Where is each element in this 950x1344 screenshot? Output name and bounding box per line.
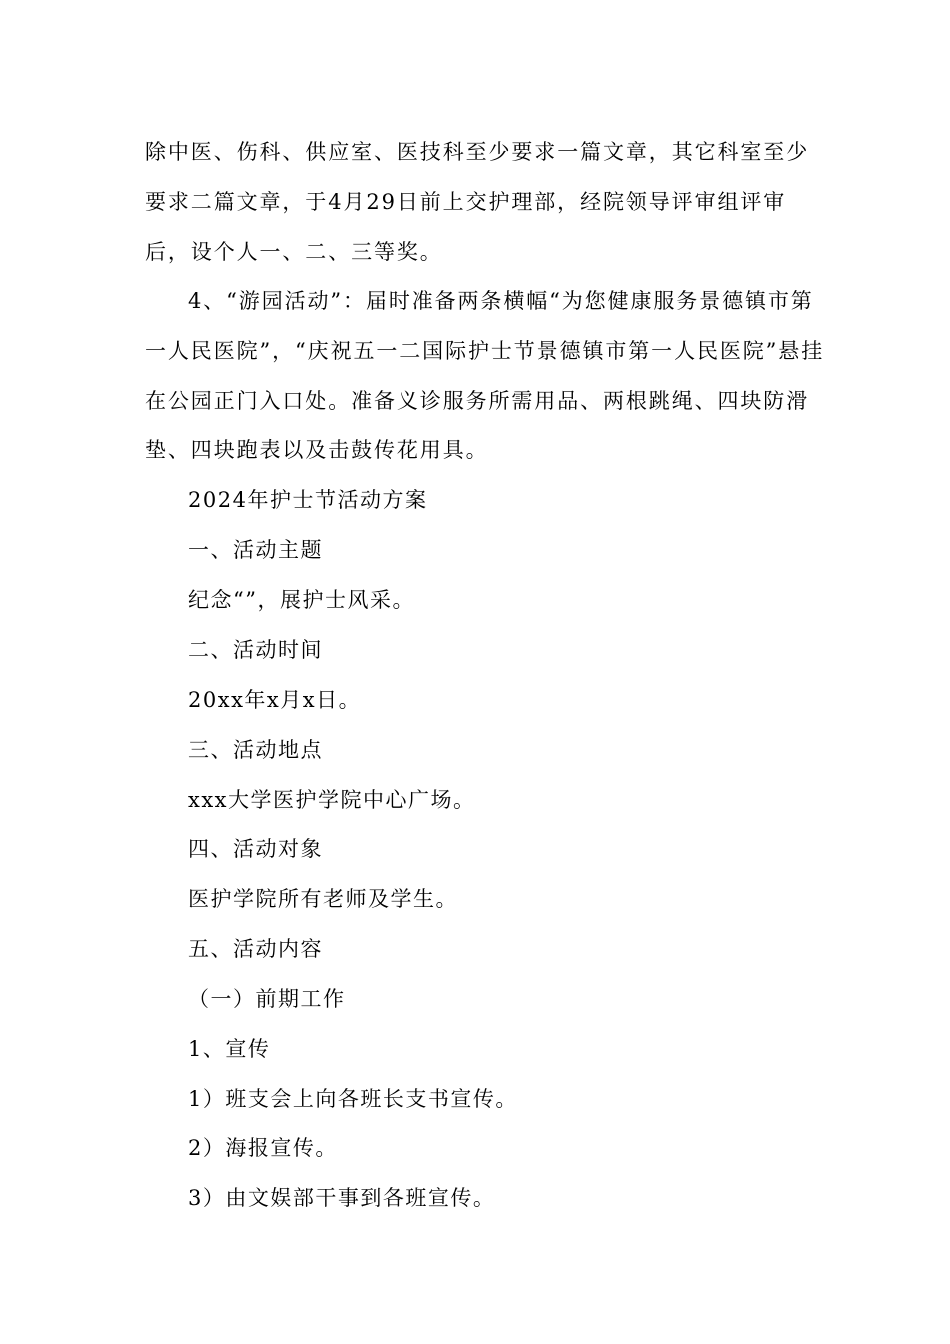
- plan-title: 2024年护士节活动方案: [188, 488, 428, 512]
- section-heading-audience: 四、活动对象: [188, 837, 323, 861]
- location-text: xxx大学医护学院中心广场。: [188, 788, 476, 812]
- section-heading-time: 二、活动时间: [188, 638, 323, 662]
- item-heading-publicity: 1、宣传: [188, 1037, 271, 1061]
- paragraph-essay-requirements: 除中医、伤科、供应室、医技科至少要求一篇文章，其它科室至少要求二篇文章，于4月29日前上交护理部，经院领导评审组评审后，设个人一、二、三等奖。: [145, 140, 810, 264]
- paragraph-garden-activity: 4、“游园活动”：届时准备两条横幅“为您健康服务景德镇市第一人民医院”，“庆祝五一二国际护士节景德镇市第一人民医院”悬挂在公园正门入口处。准备义诊服务所需用品、两根跳绳、四块防滑垫、四块跑表以及击鼓传花用具。: [145, 289, 825, 463]
- publicity-item-2: 2）海报宣传。: [188, 1136, 338, 1160]
- audience-text: 医护学院所有老师及学生。: [188, 887, 458, 911]
- section-heading-location: 三、活动地点: [188, 738, 323, 762]
- publicity-item-1: 1）班支会上向各班长支书宣传。: [188, 1087, 518, 1111]
- theme-text: 纪念“”，展护士风采。: [188, 588, 415, 612]
- publicity-item-3: 3）由文娱部干事到各班宣传。: [188, 1186, 496, 1210]
- subsection-heading-preparation: （一）前期工作: [188, 987, 346, 1011]
- section-heading-theme: 一、活动主题: [188, 538, 323, 562]
- time-text: 20xx年x月x日。: [188, 688, 362, 712]
- section-heading-content: 五、活动内容: [188, 937, 323, 961]
